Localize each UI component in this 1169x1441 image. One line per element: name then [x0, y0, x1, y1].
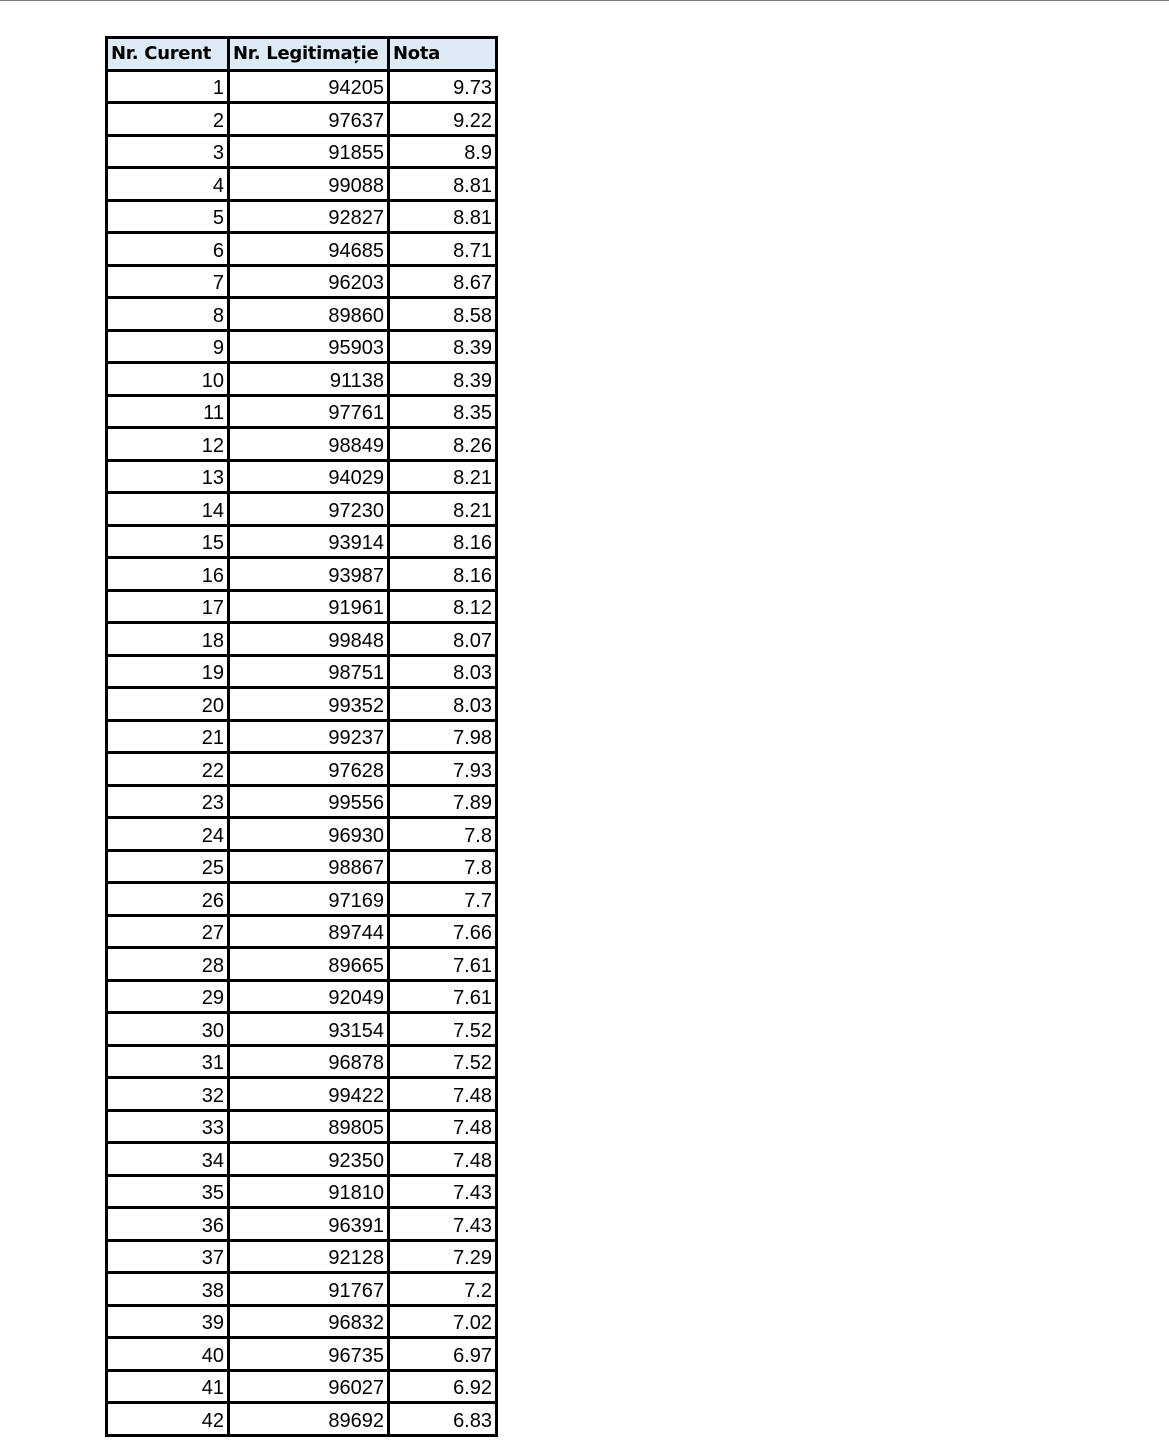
table-row [107, 818, 497, 851]
cell-nota: 8.39 [389, 363, 497, 396]
table-row [107, 168, 497, 201]
cell-nr-curent: 4 [107, 168, 229, 201]
cell-nr-curent: 36 [107, 1208, 229, 1241]
table-row [107, 493, 497, 526]
cell-nr-legitimatie: 91961 [229, 590, 389, 623]
table-row [107, 1208, 497, 1241]
cell-nr-legitimatie: 95903 [229, 330, 389, 363]
cell-nota: 8.21 [389, 493, 497, 526]
cell-nr-curent: 29 [107, 980, 229, 1013]
cell-nr-legitimatie: 99088 [229, 168, 389, 201]
table-row [107, 655, 497, 688]
cell-nota: 7.8 [389, 818, 497, 851]
cell-nr-curent: 6 [107, 233, 229, 266]
grades-table-header [107, 38, 497, 71]
cell-nr-legitimatie: 99848 [229, 623, 389, 656]
cell-nr-legitimatie: 99422 [229, 1078, 389, 1111]
cell-nota: 7.48 [389, 1110, 497, 1143]
cell-nota: 7.43 [389, 1175, 497, 1208]
cell-nr-curent: 31 [107, 1045, 229, 1078]
cell-nota: 7.7 [389, 883, 497, 916]
cell-nota: 9.73 [389, 70, 497, 103]
table-row [107, 363, 497, 396]
grades-table-body [107, 70, 497, 1435]
cell-nota: 8.9 [389, 135, 497, 168]
table-row [107, 525, 497, 558]
table-row [107, 948, 497, 981]
cell-nr-curent: 11 [107, 395, 229, 428]
cell-nr-curent: 19 [107, 655, 229, 688]
cell-nr-legitimatie: 93987 [229, 558, 389, 591]
cell-nota: 8.71 [389, 233, 497, 266]
header-nr-legitimatie: Nr. Legitimație [229, 38, 389, 71]
table-row [107, 558, 497, 591]
cell-nr-curent: 33 [107, 1110, 229, 1143]
table-row [107, 785, 497, 818]
table-row [107, 980, 497, 1013]
table-row [107, 915, 497, 948]
cell-nr-legitimatie: 91138 [229, 363, 389, 396]
cell-nota: 8.16 [389, 558, 497, 591]
cell-nr-legitimatie: 91767 [229, 1273, 389, 1306]
cell-nr-curent: 25 [107, 850, 229, 883]
cell-nr-legitimatie: 98849 [229, 428, 389, 461]
cell-nr-legitimatie: 96027 [229, 1370, 389, 1403]
header-nr-curent: Nr. Curent [107, 38, 229, 71]
cell-nota: 7.8 [389, 850, 497, 883]
cell-nota: 7.66 [389, 915, 497, 948]
cell-nr-curent: 42 [107, 1403, 229, 1436]
cell-nr-legitimatie: 91810 [229, 1175, 389, 1208]
cell-nr-legitimatie: 96735 [229, 1338, 389, 1371]
table-row [107, 70, 497, 103]
cell-nota: 8.26 [389, 428, 497, 461]
cell-nota: 6.83 [389, 1403, 497, 1436]
cell-nr-legitimatie: 89692 [229, 1403, 389, 1436]
table-row [107, 590, 497, 623]
table-row [107, 1370, 497, 1403]
cell-nota: 7.89 [389, 785, 497, 818]
cell-nota: 7.98 [389, 720, 497, 753]
cell-nota: 6.92 [389, 1370, 497, 1403]
table-row [107, 1013, 497, 1046]
cell-nr-legitimatie: 94685 [229, 233, 389, 266]
table-row [107, 1175, 497, 1208]
cell-nr-legitimatie: 96878 [229, 1045, 389, 1078]
cell-nr-curent: 22 [107, 753, 229, 786]
cell-nr-curent: 20 [107, 688, 229, 721]
cell-nr-legitimatie: 97230 [229, 493, 389, 526]
cell-nr-legitimatie: 92128 [229, 1240, 389, 1273]
table-row [107, 688, 497, 721]
cell-nota: 7.52 [389, 1013, 497, 1046]
cell-nr-legitimatie: 97761 [229, 395, 389, 428]
cell-nr-legitimatie: 96203 [229, 265, 389, 298]
cell-nr-legitimatie: 96391 [229, 1208, 389, 1241]
cell-nr-legitimatie: 89665 [229, 948, 389, 981]
table-row [107, 1078, 497, 1111]
cell-nr-legitimatie: 93154 [229, 1013, 389, 1046]
cell-nr-legitimatie: 97637 [229, 103, 389, 136]
cell-nr-legitimatie: 96930 [229, 818, 389, 851]
cell-nota: 7.43 [389, 1208, 497, 1241]
table-row [107, 233, 497, 266]
cell-nr-curent: 38 [107, 1273, 229, 1306]
table-row [107, 103, 497, 136]
cell-nr-curent: 2 [107, 103, 229, 136]
cell-nr-legitimatie: 89860 [229, 298, 389, 331]
cell-nota: 7.48 [389, 1078, 497, 1111]
cell-nota: 7.61 [389, 948, 497, 981]
cell-nota: 8.07 [389, 623, 497, 656]
cell-nr-legitimatie: 89744 [229, 915, 389, 948]
grades-table [105, 36, 498, 1437]
table-row [107, 720, 497, 753]
cell-nr-curent: 30 [107, 1013, 229, 1046]
table-row [107, 623, 497, 656]
cell-nota: 7.29 [389, 1240, 497, 1273]
cell-nr-curent: 7 [107, 265, 229, 298]
cell-nr-legitimatie: 96832 [229, 1305, 389, 1338]
cell-nr-curent: 14 [107, 493, 229, 526]
cell-nr-legitimatie: 92350 [229, 1143, 389, 1176]
table-row [107, 753, 497, 786]
cell-nota: 8.58 [389, 298, 497, 331]
cell-nota: 8.16 [389, 525, 497, 558]
cell-nr-legitimatie: 94029 [229, 460, 389, 493]
page-top-divider [0, 0, 1169, 1]
table-row [107, 428, 497, 461]
cell-nota: 9.22 [389, 103, 497, 136]
table-row [107, 395, 497, 428]
cell-nr-curent: 35 [107, 1175, 229, 1208]
cell-nr-legitimatie: 99237 [229, 720, 389, 753]
cell-nr-legitimatie: 92049 [229, 980, 389, 1013]
cell-nr-curent: 18 [107, 623, 229, 656]
cell-nota: 8.21 [389, 460, 497, 493]
cell-nr-legitimatie: 99556 [229, 785, 389, 818]
cell-nr-curent: 3 [107, 135, 229, 168]
cell-nota: 8.39 [389, 330, 497, 363]
cell-nr-legitimatie: 92827 [229, 200, 389, 233]
cell-nr-curent: 16 [107, 558, 229, 591]
table-row [107, 883, 497, 916]
cell-nr-curent: 13 [107, 460, 229, 493]
table-row [107, 298, 497, 331]
cell-nota: 8.81 [389, 168, 497, 201]
cell-nr-curent: 5 [107, 200, 229, 233]
cell-nota: 8.03 [389, 655, 497, 688]
cell-nr-curent: 32 [107, 1078, 229, 1111]
table-row [107, 1240, 497, 1273]
cell-nr-curent: 37 [107, 1240, 229, 1273]
table-row [107, 1305, 497, 1338]
header-nota: Nota [389, 38, 497, 71]
cell-nr-curent: 24 [107, 818, 229, 851]
cell-nr-legitimatie: 98751 [229, 655, 389, 688]
cell-nota: 8.12 [389, 590, 497, 623]
header-row [107, 38, 497, 71]
cell-nr-curent: 15 [107, 525, 229, 558]
cell-nota: 7.02 [389, 1305, 497, 1338]
cell-nota: 6.97 [389, 1338, 497, 1371]
table-row [107, 1110, 497, 1143]
cell-nota: 8.81 [389, 200, 497, 233]
cell-nr-curent: 27 [107, 915, 229, 948]
cell-nota: 7.48 [389, 1143, 497, 1176]
cell-nota: 8.35 [389, 395, 497, 428]
cell-nr-curent: 12 [107, 428, 229, 461]
cell-nr-legitimatie: 89805 [229, 1110, 389, 1143]
cell-nr-curent: 17 [107, 590, 229, 623]
cell-nr-legitimatie: 97628 [229, 753, 389, 786]
table-row [107, 200, 497, 233]
cell-nr-legitimatie: 98867 [229, 850, 389, 883]
cell-nr-curent: 9 [107, 330, 229, 363]
cell-nota: 7.2 [389, 1273, 497, 1306]
cell-nota: 7.52 [389, 1045, 497, 1078]
table-row [107, 1045, 497, 1078]
cell-nr-curent: 34 [107, 1143, 229, 1176]
cell-nr-curent: 10 [107, 363, 229, 396]
table-row [107, 135, 497, 168]
cell-nr-curent: 21 [107, 720, 229, 753]
table-row [107, 1403, 497, 1436]
cell-nr-legitimatie: 99352 [229, 688, 389, 721]
cell-nr-curent: 41 [107, 1370, 229, 1403]
cell-nr-curent: 26 [107, 883, 229, 916]
cell-nr-curent: 8 [107, 298, 229, 331]
cell-nota: 8.67 [389, 265, 497, 298]
cell-nota: 7.93 [389, 753, 497, 786]
cell-nr-legitimatie: 93914 [229, 525, 389, 558]
cell-nr-curent: 1 [107, 70, 229, 103]
table-row [107, 1273, 497, 1306]
cell-nr-curent: 28 [107, 948, 229, 981]
table-row [107, 850, 497, 883]
cell-nota: 7.61 [389, 980, 497, 1013]
table-row [107, 265, 497, 298]
table-row [107, 1338, 497, 1371]
cell-nr-curent: 39 [107, 1305, 229, 1338]
cell-nr-legitimatie: 91855 [229, 135, 389, 168]
table-row [107, 1143, 497, 1176]
table-row [107, 330, 497, 363]
cell-nr-curent: 23 [107, 785, 229, 818]
table-row [107, 460, 497, 493]
cell-nr-curent: 40 [107, 1338, 229, 1371]
cell-nr-legitimatie: 94205 [229, 70, 389, 103]
cell-nr-legitimatie: 97169 [229, 883, 389, 916]
cell-nota: 8.03 [389, 688, 497, 721]
